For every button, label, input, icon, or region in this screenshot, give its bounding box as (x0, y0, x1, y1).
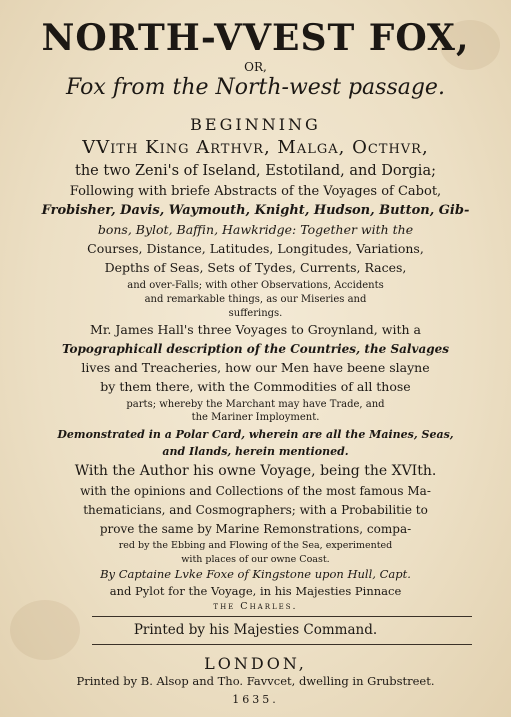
text-line: VVith King Arthvr, Malga, Octhvr, (82, 137, 429, 158)
text-line: lives and Treacheries, how our Men have beene slayne (81, 360, 430, 375)
text-line: with the opinions and Collections of the most famous Ma- (80, 484, 431, 498)
title-or: OR, (244, 60, 267, 74)
text-line: Demonstrated in a Polar Card, wherein are all the Maines, Seas, (57, 428, 454, 441)
text-line: by them there, with the Commodities of all those (100, 379, 411, 394)
text-line: the Charles. (213, 601, 298, 612)
text-line: the two Zeni's of Iseland, Estotiland, and Dorgia; (75, 163, 436, 179)
text-line: With the Author his owne Voyage, being the XVIth. (74, 463, 437, 479)
text-line: Mr. James Hall's three Voyages to Groynland, with a (90, 322, 421, 337)
text-line: red by the Ebbing and Flowing of the Sea, experimented (118, 540, 393, 551)
text-line: the Mariner Imployment. (191, 412, 320, 423)
text-line: Frobisher, Davis, Waymouth, Knight, Hudson, Button, Gib- (41, 203, 470, 218)
text-line: By Captaine Lvke Foxe of Kingstone upon Hull, Capt. (100, 567, 411, 581)
imprint-city: LONDON, (204, 654, 307, 673)
text-line: Following with briefe Abstracts of the Voyages of Cabot, (69, 184, 442, 199)
imprint-printers: Printed by B. Alsop and Tho. Favvcet, dwelling in Grubstreet. (76, 674, 435, 688)
printed-by-command: Printed by his Majesties Command. (133, 622, 378, 638)
text-line: and Pylot for the Voyage, in his Majesties Pinnace (109, 584, 402, 598)
text-line: sufferings. (228, 308, 283, 319)
divider-top (92, 616, 472, 617)
subtitle: Fox from the North-west passage. (66, 75, 445, 100)
text-line: Courses, Distance, Latitudes, Longitudes, Variations, (87, 241, 424, 256)
main-title: NORTH-VVEST FOX, (41, 17, 470, 59)
text-line: thematicians, and Cosmographers; with a Probabilitie to (83, 503, 428, 517)
text-line: bons, Bylot, Baffin, Hawkridge: Together with the (97, 222, 414, 237)
text-line: Topographicall description of the Countries, the Salvages (61, 342, 450, 356)
text-line: and remarkable things, as our Miseries and (144, 294, 367, 305)
text-line: prove the same by Marine Remonstrations, compa- (99, 522, 412, 536)
text-line: BEGINNING (190, 115, 321, 134)
divider-bottom (92, 644, 472, 645)
text-line: parts; whereby the Marchant may have Trade, and (126, 399, 385, 410)
text-line: with places of our owne Coast. (181, 554, 330, 565)
imprint-year: 1635. (232, 693, 279, 706)
text-line: Depths of Seas, Sets of Tydes, Currents, Races, (104, 260, 407, 275)
text-line: and Ilands, herein mentioned. (162, 445, 349, 458)
text-line: and over-Falls; with other Observations, Accidents (127, 280, 384, 291)
